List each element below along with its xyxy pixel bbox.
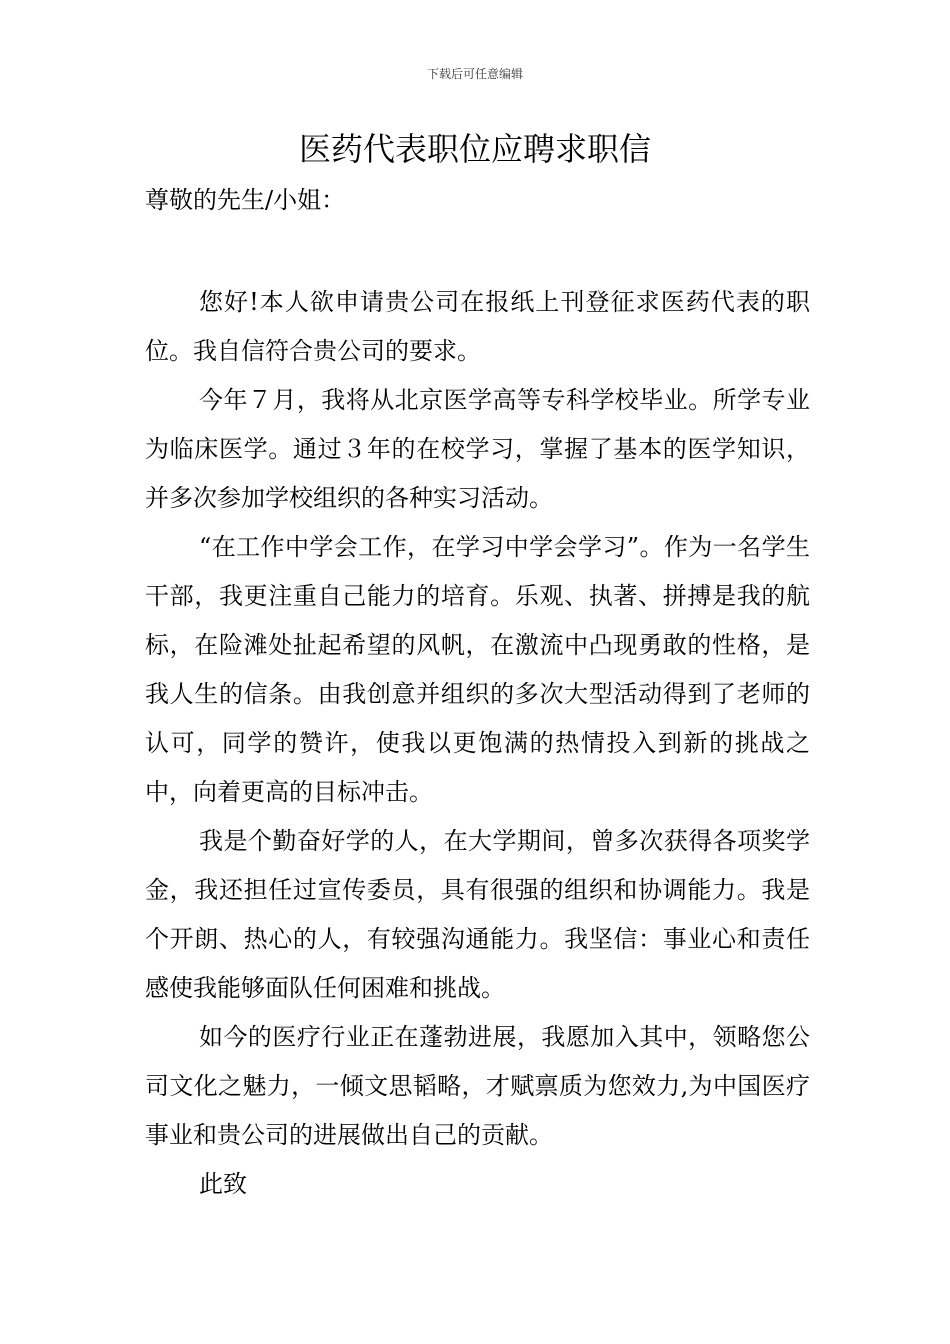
paragraph-education: 今年７月，我将从北京医学高等专科学校毕业。所学专业为临床医学。通过３年的在校学习，掌握了基本的医学知识，并多次参加学校组织的各种实习活动。 bbox=[145, 386, 810, 512]
letter-body bbox=[145, 278, 810, 1209]
salutation: 尊敬的先生/小姐： bbox=[145, 186, 346, 214]
paragraph-aspiration: 如今的医疗行业正在蓬勃进展，我愿加入其中，领略您公司文化之魅力，一倾文思韬略，才赋禀质为您效力,为中国医疗事业和贵公司的进展做出自己的贡献。 bbox=[145, 1023, 810, 1149]
closing-phrase: 此致 bbox=[199, 1170, 247, 1198]
paragraph-intro: 您好!本人欲申请贵公司在报纸上刊登征求医药代表的职位。我自信符合贵公司的要求。 bbox=[145, 288, 810, 365]
header-note: 下载后可任意编辑 bbox=[426, 67, 523, 81]
paragraph-personality: 我是个勤奋好学的人，在大学期间，曾多次获得各项奖学金，我还担任过宣传委员，具有很强的组织和协调能力。我是个开朗、热心的人，有较强沟通能力。我坚信：事业心和责任感使我能够面队任何困难和挑战。 bbox=[145, 827, 810, 1002]
paragraph-motto: “在工作中学会工作，在学习中学会学习”。作为一名学生干部，我更注重自己能力的培育。乐观、执著、拼搏是我的航标，在险滩处扯起希望的风帆，在激流中凸现勇敢的性格，是我人生的信条。由我创意并组织的多次大型活动得到了老师的认可，同学的赞许，使我以更饱满的热情投入到新的挑战之中，向着更高的目标冲击。 bbox=[145, 533, 810, 806]
document-title: 医药代表职位应聘求职信 bbox=[298, 130, 651, 168]
